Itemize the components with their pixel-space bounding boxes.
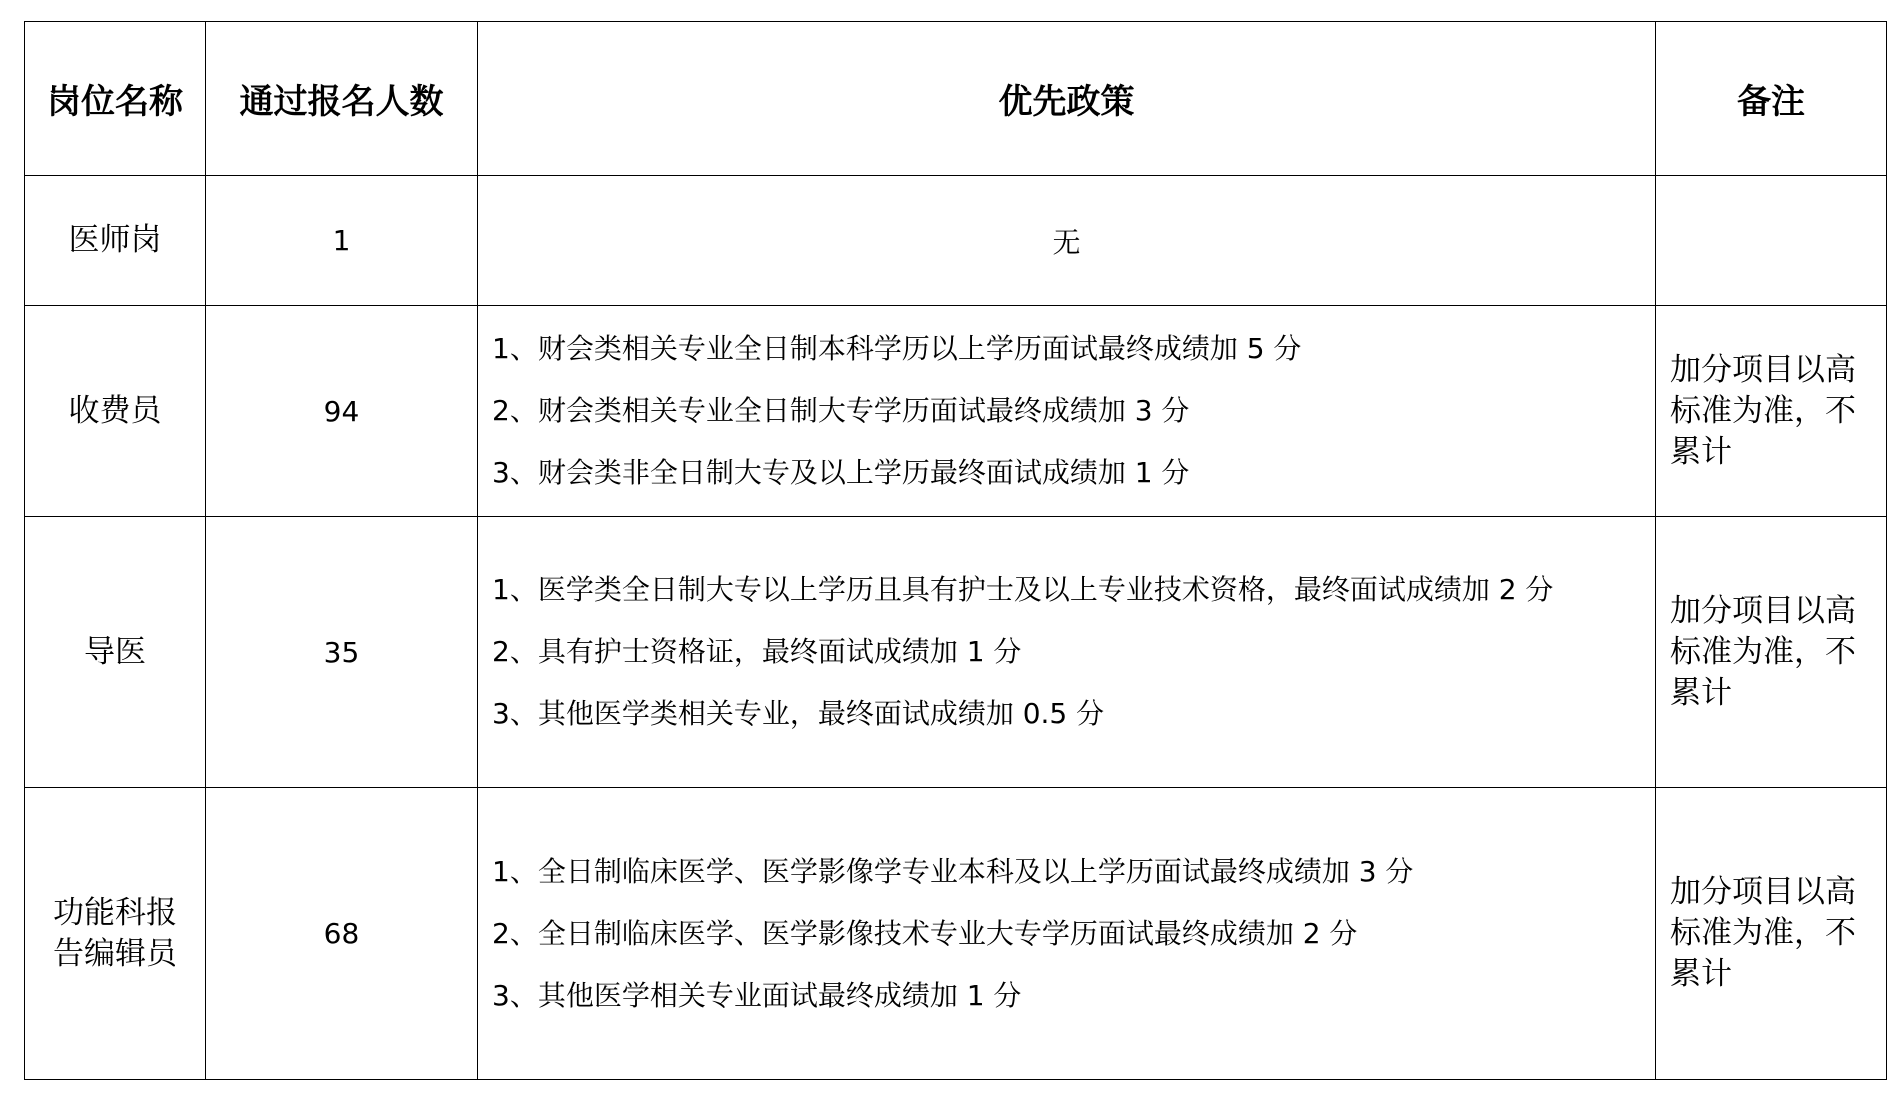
- policy-cell: [478, 306, 1656, 517]
- applicants-cell: 94: [206, 306, 478, 517]
- table-row: [25, 517, 1887, 788]
- policy-line: 无: [1052, 225, 1081, 259]
- policy-line: 3、其他医学类相关专业，最终面试成绩加 0.5 分: [492, 697, 1105, 730]
- applicants-cell: 35: [206, 517, 478, 788]
- header-applicants: 通过报名人数: [206, 22, 478, 176]
- policy-line: 2、具有护士资格证，最终面试成绩加 1 分: [492, 635, 1022, 668]
- applicants-cell: 1: [206, 176, 478, 306]
- policy-line: 2、财会类相关专业全日制大专学历面试最终成绩加 3 分: [492, 394, 1190, 427]
- policy-line: 1、医学类全日制大专以上学历且具有护士及以上专业技术资格，最终面试成绩加 2 分: [492, 573, 1554, 606]
- header-position: 岗位名称: [25, 22, 206, 176]
- header-policy: 优先政策: [478, 22, 1656, 176]
- position-cell: 收费员: [25, 306, 206, 517]
- priority-policy-table: [24, 21, 1887, 1080]
- policy-line: 1、全日制临床医学、医学影像学专业本科及以上学历面试最终成绩加 3 分: [492, 854, 1414, 888]
- notes-cell: 加分项目以高标准为准，不累计: [1656, 517, 1887, 788]
- policy-line: 1、财会类相关专业全日制本科学历以上学历面试最终成绩加 5 分: [492, 332, 1302, 365]
- position-cell: 导医: [25, 517, 206, 788]
- position-cell: 医师岗: [25, 176, 206, 306]
- applicants-cell: 68: [206, 788, 478, 1080]
- policy-line: 2、全日制临床医学、医学影像技术专业大专学历面试最终成绩加 2 分: [492, 916, 1358, 950]
- table-row: [25, 788, 1887, 1080]
- notes-cell: 加分项目以高标准为准，不累计: [1656, 788, 1887, 1080]
- table-row: [25, 176, 1887, 306]
- policy-cell: [478, 176, 1656, 306]
- table-header-row: [25, 22, 1887, 176]
- notes-cell: [1656, 176, 1887, 306]
- policy-line: 3、其他医学相关专业面试最终成绩加 1 分: [492, 978, 1022, 1012]
- table-row: [25, 306, 1887, 517]
- header-notes: 备注: [1656, 22, 1887, 176]
- policy-cell: [478, 517, 1656, 788]
- notes-cell: 加分项目以高标准为准，不累计: [1656, 306, 1887, 517]
- policy-line: 3、财会类非全日制大专及以上学历最终面试成绩加 1 分: [492, 456, 1190, 489]
- policy-cell: [478, 788, 1656, 1080]
- position-cell: 功能科报告编辑员: [25, 788, 206, 1080]
